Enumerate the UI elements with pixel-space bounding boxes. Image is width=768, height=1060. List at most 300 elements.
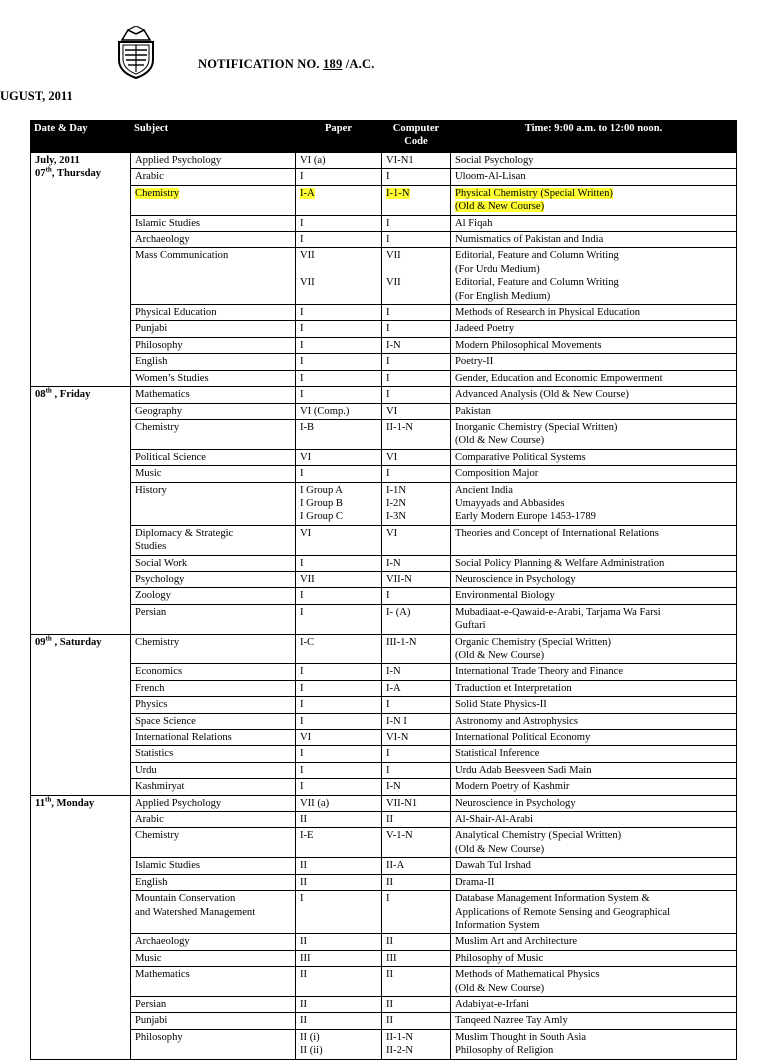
code-text: I-N: [386, 339, 401, 351]
subject-text: French: [135, 682, 165, 694]
code-line: [386, 952, 447, 965]
paper-title-line: [455, 682, 733, 695]
paper-line: [300, 170, 378, 183]
paper-cell: [296, 730, 382, 746]
code-text: I-N I: [386, 715, 407, 727]
code-cell: [382, 555, 451, 571]
subject-cell: [131, 370, 296, 386]
paper-title-text: (For English Medium): [455, 290, 551, 302]
paper-title-line: [455, 813, 733, 826]
subject-text: International Relations: [135, 732, 232, 744]
paper-title-cell: [451, 680, 737, 696]
paper-line: [300, 467, 378, 480]
notification-number: 189: [323, 57, 343, 71]
code-text: VII: [386, 277, 401, 289]
subject-cell: [131, 858, 296, 874]
subject-text: History: [135, 484, 167, 496]
paper-text: I: [300, 764, 304, 776]
subject-line: [135, 780, 292, 793]
table-row: [31, 403, 737, 419]
date-line: UGUST, 2011: [0, 89, 73, 103]
subject-line: [135, 731, 292, 744]
paper-text: I: [300, 389, 304, 401]
paper-title-cell: [451, 874, 737, 890]
paper-title-cell: [451, 185, 737, 215]
table-row: [31, 697, 737, 713]
paper-title-line: [455, 698, 733, 711]
date-day-cell: [31, 795, 131, 1059]
paper-text: VII (a): [300, 797, 330, 809]
paper-text: I: [300, 781, 304, 793]
code-line: [386, 813, 447, 826]
paper-line: [300, 405, 378, 418]
code-cell: [382, 482, 451, 525]
code-cell: [382, 697, 451, 713]
subject-text: Zoology: [135, 590, 171, 602]
subject-line: [135, 892, 292, 905]
subject-cell: [131, 950, 296, 966]
paper-title-text: Guftari: [455, 620, 486, 632]
paper-cell: [296, 403, 382, 419]
code-text: I: [386, 893, 390, 905]
paper-cell: [296, 604, 382, 634]
paper-title-line: [455, 780, 733, 793]
paper-line: [300, 968, 378, 981]
code-line: [386, 1014, 447, 1027]
code-cell: [382, 1029, 451, 1059]
subject-cell: [131, 730, 296, 746]
code-line: [386, 589, 447, 602]
paper-line: [300, 892, 378, 905]
code-text: VI: [386, 405, 398, 417]
paper-cell: [296, 762, 382, 778]
paper-title-text: Social Policy Planning & Welfare Administration: [455, 557, 665, 569]
paper-title-line: [455, 665, 733, 678]
day-number: 08: [35, 389, 46, 401]
code-text: II: [386, 814, 394, 826]
code-cell: [382, 321, 451, 337]
day-label: [35, 636, 127, 649]
table-header-row: [31, 121, 737, 153]
code-text: II-A: [386, 860, 405, 872]
subject-cell: [131, 185, 296, 215]
code-text: I: [386, 323, 390, 335]
paper-text: I: [300, 590, 304, 602]
paper-title-text: Neuroscience in Psychology: [455, 573, 576, 585]
code-text: II: [386, 998, 394, 1010]
paper-text: VII: [300, 250, 315, 262]
table-row: [31, 370, 737, 386]
paper-title-text: Traduction et Interpretation: [455, 682, 572, 694]
paper-line: [300, 682, 378, 695]
paper-cell: [296, 967, 382, 997]
paper-title-line: [455, 355, 733, 368]
paper-line: [300, 665, 378, 678]
paper-title-line: [455, 1014, 733, 1027]
paper-title-line: [455, 233, 733, 246]
code-line: [386, 388, 447, 401]
subject-line: [135, 935, 292, 948]
code-cell: [382, 354, 451, 370]
code-text: I: [386, 307, 390, 319]
paper-line: [300, 451, 378, 464]
paper-title-cell: [451, 387, 737, 403]
paper-title-text: Advanced Analysis (Old & New Course): [455, 389, 629, 401]
subject-line: [135, 233, 292, 246]
subject-line: [135, 998, 292, 1011]
subject-cell: [131, 321, 296, 337]
paper-title-line: [455, 557, 733, 570]
paper-text: I: [300, 666, 304, 678]
paper-title-line: [455, 372, 733, 385]
paper-title-line: [455, 731, 733, 744]
paper-title-cell: [451, 812, 737, 828]
paper-line: [300, 731, 378, 744]
code-cell: [382, 466, 451, 482]
code-cell: [382, 588, 451, 604]
code-line: [386, 731, 447, 744]
paper-text: I: [300, 557, 304, 569]
paper-text: VI: [300, 451, 312, 463]
paper-cell: [296, 248, 382, 305]
paper-title-cell: [451, 370, 737, 386]
paper-cell: [296, 185, 382, 215]
paper-text: II: [300, 1015, 308, 1027]
paper-text: I-C: [300, 636, 315, 648]
subject-text: Physical Education: [135, 307, 217, 319]
code-cell: [382, 967, 451, 997]
paper-title-cell: [451, 571, 737, 587]
code-line: [386, 1044, 447, 1057]
paper-title-text: Editorial, Feature and Column Writing: [455, 250, 619, 262]
code-line: [386, 1031, 447, 1044]
table-row: [31, 387, 737, 403]
table-row: [31, 1013, 737, 1029]
paper-cell: [296, 305, 382, 321]
paper-line: [300, 388, 378, 401]
paper-title-line: [455, 170, 733, 183]
paper-line: [300, 636, 378, 649]
table-row: [31, 321, 737, 337]
code-cell: [382, 215, 451, 231]
paper-line: [300, 322, 378, 335]
table-row: [31, 466, 737, 482]
table-row: [31, 746, 737, 762]
subject-text: Arabic: [135, 171, 164, 183]
paper-cell: [296, 215, 382, 231]
subject-line: [135, 217, 292, 230]
paper-cell: [296, 449, 382, 465]
code-text: I: [386, 590, 390, 602]
table-row: [31, 588, 737, 604]
paper-text: II: [300, 814, 308, 826]
subject-cell: [131, 215, 296, 231]
paper-text: VI: [300, 527, 312, 539]
subject-cell: [131, 525, 296, 555]
code-text: I-1-N: [386, 187, 410, 199]
paper-title-cell: [451, 828, 737, 858]
paper-title-line: [455, 249, 733, 262]
paper-cell: [296, 419, 382, 449]
table-row: [31, 664, 737, 680]
table-row: [31, 950, 737, 966]
paper-title-text: Adabiyat-e-Irfani: [455, 998, 530, 1010]
table-row: [31, 232, 737, 248]
subject-text: Diplomacy & Strategic: [135, 527, 234, 539]
subject-text: Islamic Studies: [135, 217, 201, 229]
paper-title-text: Pakistan: [455, 405, 491, 417]
subject-text: Applied Psychology: [135, 797, 222, 809]
paper-cell: [296, 697, 382, 713]
paper-cell: [296, 779, 382, 795]
paper-line: [300, 484, 378, 497]
code-line: [386, 636, 447, 649]
code-text: II-2-N: [386, 1045, 414, 1057]
code-line: [386, 935, 447, 948]
paper-text: I: [300, 715, 304, 727]
subject-cell: [131, 449, 296, 465]
paper-line: [300, 876, 378, 889]
paper-title-text: Social Psychology: [455, 155, 534, 166]
subject-cell: [131, 387, 296, 403]
paper-title-text: Dawah Tul Irshad: [455, 860, 531, 872]
code-text: VI: [386, 527, 398, 539]
paper-text: I Group A: [300, 484, 343, 496]
code-text: II-1-N: [386, 1031, 414, 1043]
paper-title-line: [455, 434, 733, 447]
code-text: I-3N: [386, 511, 407, 523]
date-day-cell: [31, 153, 131, 387]
code-cell: [382, 934, 451, 950]
header-computer-code: Computer Code: [382, 121, 451, 153]
code-cell: [382, 891, 451, 934]
code-cell: [382, 403, 451, 419]
paper-title-line: [455, 451, 733, 464]
paper-text: I-A: [300, 187, 315, 199]
paper-title-line: [455, 187, 733, 200]
subject-text: Archaeology: [135, 234, 190, 246]
paper-title-line: [455, 715, 733, 728]
paper-title-text: Comparative Political Systems: [455, 451, 586, 463]
code-text: II: [386, 969, 394, 981]
paper-title-cell: [451, 337, 737, 353]
subject-cell: [131, 967, 296, 997]
subject-text: Psychology: [135, 573, 185, 585]
paper-line: [300, 497, 378, 510]
paper-line: [300, 1031, 378, 1044]
paper-text: VII: [300, 277, 315, 289]
table-row: [31, 153, 737, 169]
paper-title-line: [455, 876, 733, 889]
paper-text: II: [300, 969, 308, 981]
subject-line: [135, 355, 292, 368]
code-line: [386, 527, 447, 540]
code-cell: [382, 449, 451, 465]
subject-line: [135, 339, 292, 352]
paper-title-text: Umayyads and Abbasides: [455, 497, 565, 509]
code-line: [386, 892, 447, 905]
table-row: [31, 571, 737, 587]
paper-text: III: [300, 952, 311, 964]
paper-title-cell: [451, 232, 737, 248]
subject-cell: [131, 746, 296, 762]
paper-title-line: [455, 764, 733, 777]
subject-line: [135, 557, 292, 570]
paper-line: [300, 998, 378, 1011]
subject-cell: [131, 812, 296, 828]
subject-text: Social Work: [135, 557, 188, 569]
paper-cell: [296, 828, 382, 858]
paper-line: [300, 557, 378, 570]
paper-title-text: Al Fiqah: [455, 217, 493, 229]
code-cell: [382, 996, 451, 1012]
paper-text: VI (Comp.): [300, 405, 350, 417]
paper-title-text: Uloom-Al-Lisan: [455, 171, 526, 183]
paper-text: I: [300, 217, 304, 229]
code-cell: [382, 812, 451, 828]
subject-text: Chemistry: [135, 421, 180, 433]
day-suffix: th: [45, 795, 52, 804]
subject-line: [135, 859, 292, 872]
subject-cell: [131, 305, 296, 321]
day-number: 11: [35, 797, 46, 809]
subject-line: [135, 451, 292, 464]
subject-text: Political Science: [135, 451, 206, 463]
date-day-cell: [31, 634, 131, 795]
subject-text: Urdu: [135, 764, 157, 776]
code-line: [386, 405, 447, 418]
code-text: VII-N: [386, 573, 412, 585]
code-text: II: [386, 1015, 394, 1027]
paper-line: [300, 952, 378, 965]
code-cell: [382, 746, 451, 762]
paper-title-cell: [451, 215, 737, 231]
paper-line: [300, 1014, 378, 1027]
paper-title-cell: [451, 588, 737, 604]
subject-text: Persian: [135, 606, 167, 618]
paper-text: I: [300, 307, 304, 319]
paper-title-text: Urdu Adab Beesveen Sadi Main: [455, 764, 592, 776]
paper-title-text: Methods of Research in Physical Education: [455, 307, 641, 319]
paper-line: [300, 249, 378, 262]
header-paper: Paper: [296, 121, 382, 153]
paper-title-text: Poetry-II: [455, 356, 494, 368]
code-line: [386, 829, 447, 842]
paper-title-cell: [451, 762, 737, 778]
paper-title-text: Inorganic Chemistry (Special Written): [455, 421, 618, 433]
code-cell: [382, 680, 451, 696]
table-row: [31, 858, 737, 874]
notification-suffix: /A.C.: [345, 57, 375, 71]
subject-text: Punjabi: [135, 323, 168, 335]
code-line: [386, 797, 447, 810]
subject-cell: [131, 169, 296, 185]
code-line: [386, 451, 447, 464]
paper-line: [300, 154, 378, 167]
code-line: [386, 484, 447, 497]
subject-cell: [131, 403, 296, 419]
code-cell: [382, 571, 451, 587]
paper-cell: [296, 664, 382, 680]
paper-title-cell: [451, 746, 737, 762]
paper-title-line: [455, 322, 733, 335]
paper-title-line: [455, 1031, 733, 1044]
subject-line: [135, 906, 292, 919]
schedule-body: [31, 153, 737, 1060]
day-name: , Monday: [51, 797, 95, 809]
paper-line: [300, 829, 378, 842]
code-text: VII: [386, 250, 401, 262]
code-line: [386, 322, 447, 335]
paper-title-line: [455, 467, 733, 480]
subject-text: Kashmiryat: [135, 781, 185, 793]
subject-text: Mass Communication: [135, 250, 229, 262]
paper-cell: [296, 387, 382, 403]
paper-text: II: [300, 998, 308, 1010]
code-line: [386, 698, 447, 711]
paper-cell: [296, 950, 382, 966]
table-row: [31, 713, 737, 729]
paper-title-cell: [451, 449, 737, 465]
code-text: II: [386, 876, 394, 888]
table-row: [31, 449, 737, 465]
paper-line: [300, 780, 378, 793]
paper-line: [300, 859, 378, 872]
paper-title-line: [455, 859, 733, 872]
day-suffix: th: [45, 386, 52, 395]
subject-text: Philosophy: [135, 339, 183, 351]
subject-line: [135, 968, 292, 981]
subject-text: Geography: [135, 405, 183, 417]
paper-title-text: Gender, Education and Economic Empowerment: [455, 372, 663, 384]
table-row: [31, 779, 737, 795]
code-line: [386, 355, 447, 368]
paper-cell: [296, 891, 382, 934]
code-line: [386, 372, 447, 385]
paper-line: [300, 573, 378, 586]
paper-text: II (ii): [300, 1045, 323, 1057]
subject-line: [135, 187, 292, 200]
code-cell: [382, 779, 451, 795]
subject-text: Persian: [135, 998, 167, 1010]
day-name: , Saturday: [51, 636, 102, 648]
subject-cell: [131, 232, 296, 248]
code-line: [386, 682, 447, 695]
paper-title-text: (Old & New Course): [455, 435, 545, 447]
header-date-day: Date & Day: [31, 121, 131, 153]
subject-line: [135, 682, 292, 695]
paper-title-text: International Trade Theory and Finance: [455, 666, 624, 678]
code-text: III: [386, 952, 397, 964]
subject-line: [135, 467, 292, 480]
code-line: [386, 217, 447, 230]
paper-title-line: [455, 935, 733, 948]
day-name: , Thursday: [51, 168, 102, 180]
code-line: [386, 263, 447, 276]
paper-line: [300, 589, 378, 602]
code-text: III-1-N: [386, 636, 417, 648]
paper-title-line: [455, 510, 733, 523]
paper-text: I: [300, 339, 304, 351]
code-text: II-1-N: [386, 421, 414, 433]
paper-text: I: [300, 171, 304, 183]
paper-title-cell: [451, 1029, 737, 1059]
subject-text: and Watershed Management: [135, 906, 256, 918]
paper-title-text: (For Urdu Medium): [455, 263, 540, 275]
paper-cell: [296, 555, 382, 571]
paper-title-cell: [451, 248, 737, 305]
subject-line: [135, 322, 292, 335]
